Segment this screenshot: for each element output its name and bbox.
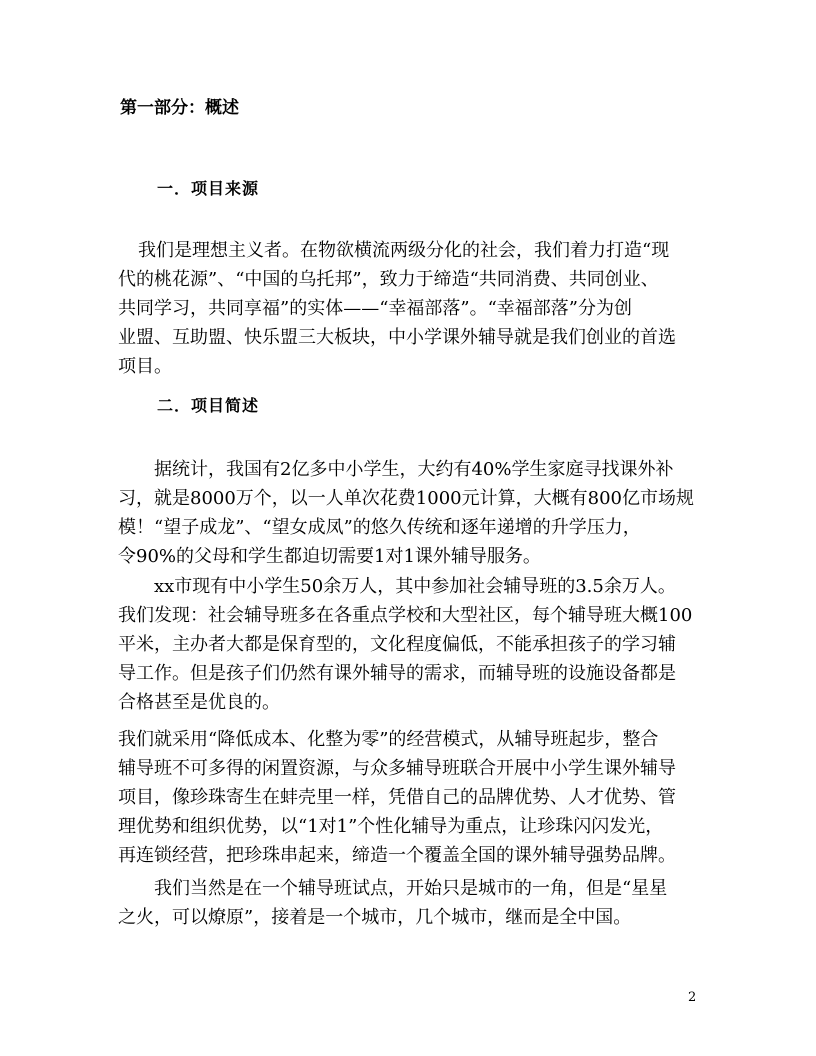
subheading-project-source: 一．项目来源 — [157, 179, 260, 198]
paragraph-line: 令90%的父母和学生都迫切需要1对1课外辅导服务。 — [118, 546, 541, 567]
paragraph-2 — [118, 455, 698, 571]
paragraph-line: xx市现有中小学生50余万人，其中参加社会辅导班的3.5余万人。 — [154, 576, 676, 597]
paragraph-line: 项目。 — [118, 356, 172, 377]
paragraph-3 — [118, 572, 698, 717]
paragraph-line: 业盟、互助盟、快乐盟三大板块，中小学课外辅导就是我们创业的首选 — [118, 327, 676, 348]
paragraph-line: 辅导班不可多得的闲置资源，与众多辅导班联合开展中小学生课外辅导 — [118, 758, 676, 779]
paragraph-5 — [118, 874, 698, 932]
paragraph-line: 我们当然是在一个辅导班试点，开始只是城市的一角，但是“星星 — [154, 878, 668, 899]
paragraph-1 — [118, 236, 698, 381]
section-title: 第一部分：概述 — [120, 98, 239, 118]
paragraph-line: 模！“望子成龙”、“望女成凤”的悠久传统和逐年递增的升学压力， — [118, 517, 641, 538]
paragraph-line: 再连锁经营，把珍珠串起来，缔造一个覆盖全国的课外辅导强势品牌。 — [118, 845, 676, 866]
paragraph-line: 据统计，我国有2亿多中小学生，大约有40%学生家庭寻找课外补 — [154, 459, 674, 480]
paragraph-line: 我们是理想主义者。在物欲横流两级分化的社会，我们着力打造“现 — [138, 240, 670, 261]
paragraph-line: 导工作。但是孩子们仍然有课外辅导的需求，而辅导班的设施设备都是 — [118, 663, 676, 684]
paragraph-line: 共同学习，共同享福”的实体——“幸福部落”。“幸福部落”分为创 — [118, 298, 633, 319]
page-number: 2 — [688, 990, 697, 1005]
paragraph-line: 理优势和组织优势，以“1对1”个性化辅导为重点，让珍珠闪闪发光， — [118, 816, 664, 837]
paragraph-line: 代的桃花源”、“中国的乌托邦”，致力于缔造“共同消费、共同创业、 — [118, 269, 659, 290]
paragraph-line: 之火，可以燎原”，接着是一个城市，几个城市，继而是全中国。 — [118, 907, 632, 928]
subheading-project-overview: 二．项目简述 — [157, 396, 260, 415]
paragraph-line: 项目，像珍珠寄生在蚌壳里一样，凭借自己的品牌优势、人才优势、管 — [118, 787, 676, 808]
paragraph-line: 我们发现：社会辅导班多在各重点学校和大型社区，每个辅导班大概100 — [118, 605, 693, 626]
paragraph-line: 习，就是8000万个，以一人单次花费1000元计算，大概有800亿市场规 — [118, 488, 694, 509]
paragraph-line: 平米，主办者大都是保育型的，文化程度偏低，不能承担孩子的学习辅 — [118, 634, 676, 655]
paragraph-line: 我们就采用“降低成本、化整为零”的经营模式，从辅导班起步，整合 — [118, 729, 659, 750]
paragraph-line: 合格甚至是优良的。 — [118, 692, 280, 713]
paragraph-4 — [118, 725, 698, 870]
